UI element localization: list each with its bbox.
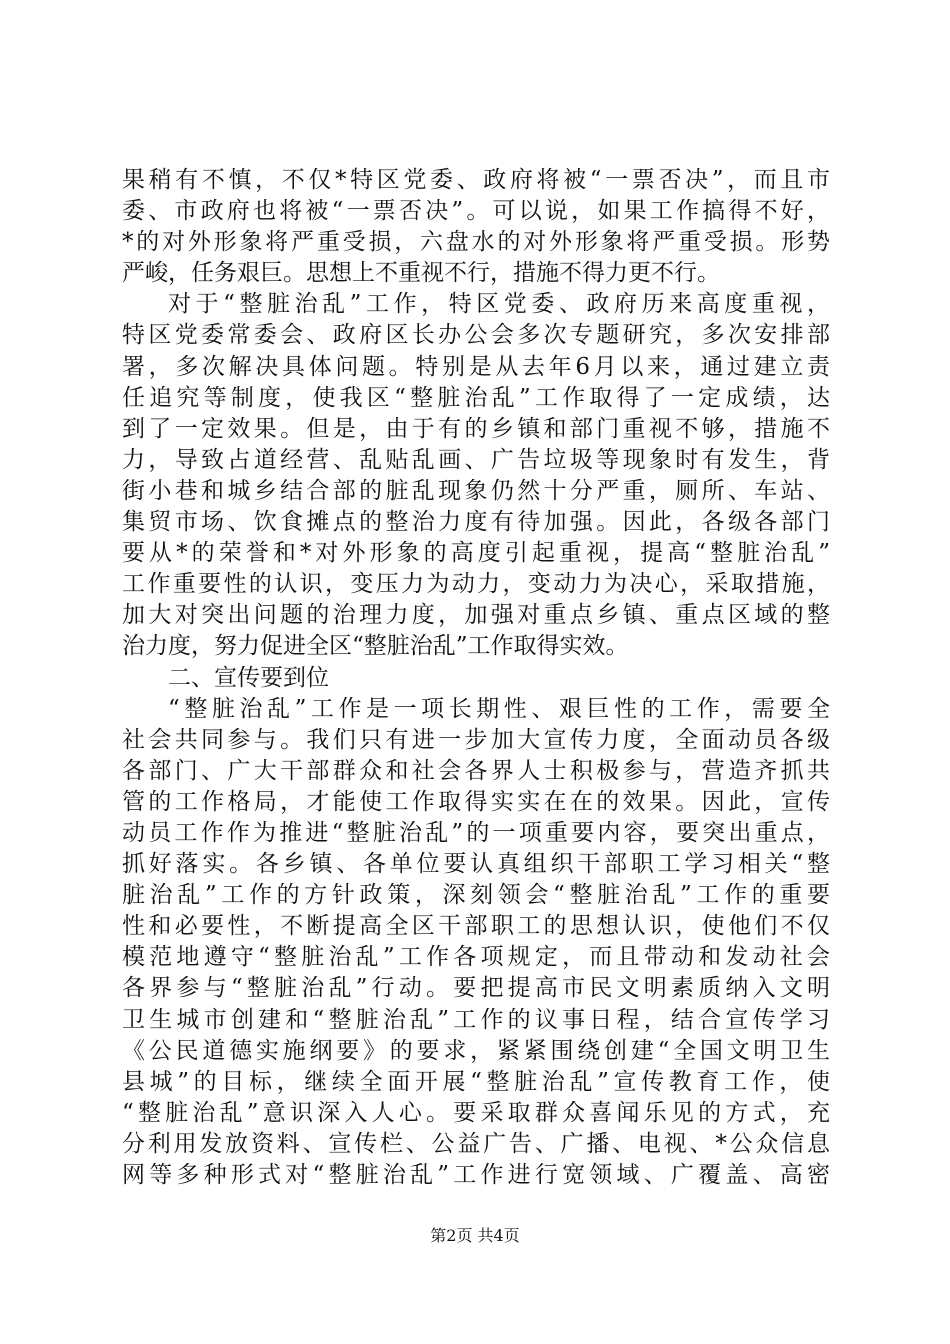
text-line: 治力度，努力促进全区“整脏治乱”工作取得实效。 xyxy=(122,633,629,660)
text-line: 到了一定效果。但是，由于有的乡镇和部门重视不够，措施不 xyxy=(122,415,830,442)
text-line: 性和必要性，不断提高全区干部职工的思想认识，使他们不仅 xyxy=(122,913,830,940)
text-line: 任追究等制度，使我区“整脏治乱”工作取得了一定成绩，达 xyxy=(122,384,830,411)
text-line: 加大对突出问题的治理力度，加强对重点乡镇、重点区域的整 xyxy=(122,602,830,629)
text-line: 管的工作格局，才能使工作取得实实在在的效果。因此，宣传 xyxy=(122,788,830,815)
text-line: 力，导致占道经营、乱贴乱画、广告垃圾等现象时有发生，背 xyxy=(122,446,830,473)
text-line: 严峻，任务艰巨。思想上不重视不行，措施不得力更不行。 xyxy=(122,260,720,287)
text-line: 要从*的荣誉和*对外形象的高度引起重视，提高“整脏治乱” xyxy=(122,540,830,567)
text-line: 委、市政府也将被“一票否决”。可以说，如果工作搞得不好， xyxy=(122,198,830,225)
text-line: “整脏治乱”工作是一项长期性、艰巨性的工作，需要全 xyxy=(168,695,830,722)
document-body xyxy=(122,165,830,1191)
text-line: 各部门、广大干部群众和社会各界人士积极参与，营造齐抓共 xyxy=(122,757,830,784)
text-line: *的对外形象将严重受损，六盘水的对外形象将严重受损。形势 xyxy=(122,229,830,256)
text-line: 集贸市场、饮食摊点的整治力度有待加强。因此，各级各部门 xyxy=(122,509,830,536)
text-line: “整脏治乱”意识深入人心。要采取群众喜闻乐见的方式，充 xyxy=(122,1099,830,1126)
text-line: 街小巷和城乡结合部的脏乱现象仍然十分严重，厕所、车站、 xyxy=(122,477,830,504)
text-line: 二、宣传要到位 xyxy=(168,664,329,691)
text-line: 特区党委常委会、政府区长办公会多次专题研究，多次安排部 xyxy=(122,322,830,349)
text-line: 果稍有不慎，不仅*特区党委、政府将被“一票否决”，而且市 xyxy=(122,167,830,193)
text-line: 署，多次解决具体问题。特别是从去年6月以来，通过建立责 xyxy=(122,353,830,380)
text-line: 抓好落实。各乡镇、各单位要认真组织干部职工学习相关“整 xyxy=(122,851,830,878)
text-line: 对于“整脏治乱”工作，特区党委、政府历来高度重视， xyxy=(168,291,830,318)
text-line: 社会共同参与。我们只有进一步加大宣传力度，全面动员各级 xyxy=(122,726,830,753)
page-footer: 第2页 共4页 xyxy=(430,1226,520,1245)
text-line: 分利用发放资料、宣传栏、公益广告、广播、电视、*公众信息 xyxy=(122,1130,830,1157)
text-line: 各界参与“整脏治乱”行动。要把提高市民文明素质纳入文明 xyxy=(122,975,830,1002)
text-line: 卫生城市创建和“整脏治乱”工作的议事日程，结合宣传学习 xyxy=(122,1006,830,1033)
text-line: 模范地遵守“整脏治乱”工作各项规定，而且带动和发动社会 xyxy=(122,944,830,971)
text-line: 脏治乱”工作的方针政策，深刻领会“整脏治乱”工作的重要 xyxy=(122,882,830,909)
text-line: 《公民道德实施纲要》的要求，紧紧围绕创建“全国文明卫生 xyxy=(122,1037,830,1064)
text-line: 网等多种形式对“整脏治乱”工作进行宽领域、广覆盖、高密 xyxy=(122,1162,830,1188)
text-line: 工作重要性的认识，变压力为动力，变动力为决心，采取措施， xyxy=(122,571,830,598)
text-line: 动员工作作为推进“整脏治乱”的一项重要内容，要突出重点， xyxy=(122,819,830,846)
text-line: 县城”的目标，继续全面开展“整脏治乱”宣传教育工作，使 xyxy=(122,1068,830,1095)
